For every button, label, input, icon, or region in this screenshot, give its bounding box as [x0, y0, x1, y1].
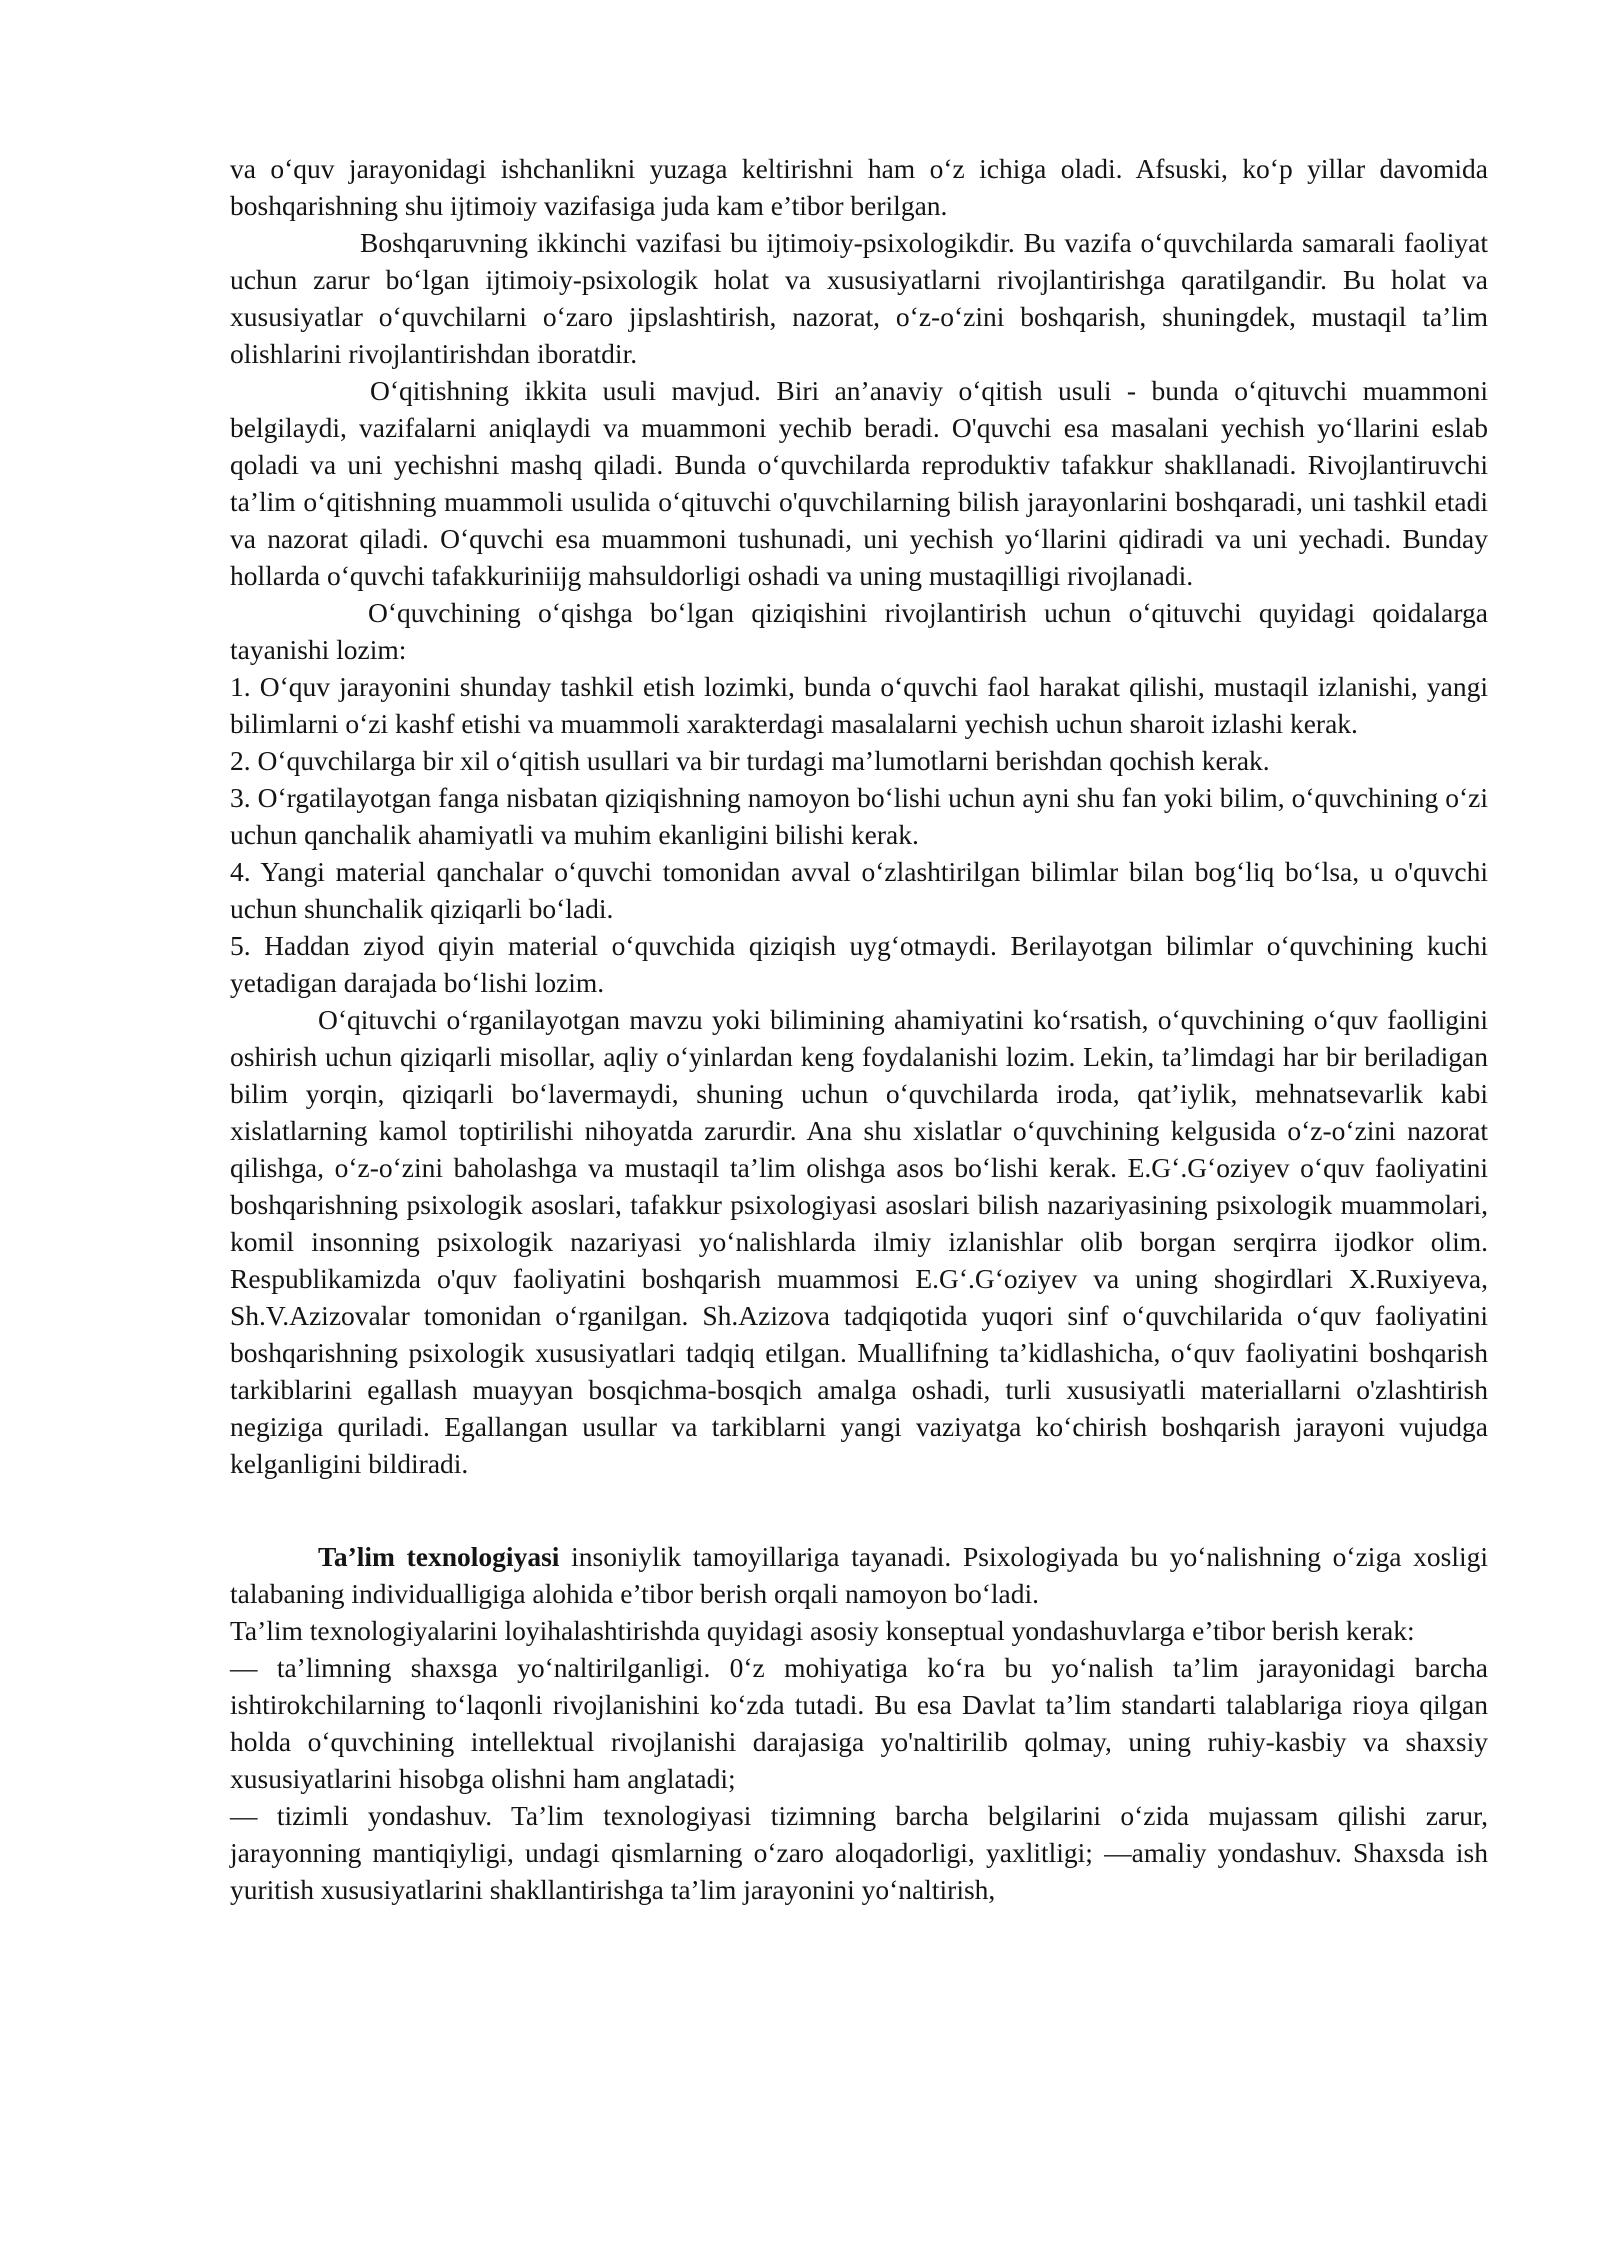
- paragraph-1: va oʻquv jarayonidagi ishchanlikni yuzaga keltirishni ham oʻz ichiga oladi. Afsuski, koʻp yillar davomida boshqarishning shu ijtimoiy vazifasiga juda kam e’tibor berilgan.: [230, 153, 1488, 221]
- document-page: [230, 150, 1488, 1908]
- paragraph-7: Ta’lim texnologiyalarini loyihalashtirishda quyidagi asosiy konseptual yondashuvlarga e’tibor berish kerak:: [230, 1615, 1415, 1646]
- paragraph-2: Boshqaruvning ikkinchi vazifasi bu ijtimoiy-psixologikdir. Bu vazifa oʻquvchilarda samarali faoliyat uchun zarur boʻlgan ijtimoiy-psixologik holat va xususiyatlarni rivojlantirishga qaratilgandir. Bu holat va xususiyatlar oʻquvchilarni oʻzaro jipslashtirish, nazorat, oʻz-oʻzini boshqarish, shuningdek, mustaqil ta’lim olishlarini rivojlantirishdan iboratdir.: [230, 227, 1488, 369]
- list-item-2: 2. Oʻquvchilarga bir xil oʻqitish usullari va bir turdagi ma’lumotlarni berishdan qochish kerak.: [230, 745, 1270, 776]
- paragraph-spacer: [230, 1482, 1488, 1538]
- list-item-5: 5. Haddan ziyod qiyin material oʻquvchida qiziqish uygʻotmaydi. Berilayotgan bilimlar oʻquvchining kuchi yetadigan darajada boʻlishi lozim.: [230, 930, 1488, 998]
- paragraph-6: [230, 1538, 1488, 1612]
- list-item-4: 4. Yangi material qanchalar oʻquvchi tomonidan avval oʻzlashtirilgan bilimlar bilan bogʻliq boʻlsa, u o'quvchi uchun shunchalik qiziqarli boʻladi.: [230, 856, 1488, 924]
- paragraph-8: — ta’limning shaxsga yoʻnaltirilganligi. 0ʻz mohiyatiga koʻra bu yoʻnalish ta’lim jarayonidagi barcha ishtirokchilarning toʻlaqonli rivojlanishini koʻzda tutadi. Bu esa Davlat ta’lim standarti talablariga rioya qilgan holda oʻquvchining intellektual rivojlanishi darajasiga yo'naltirilib qolmay, uning ruhiy-kasbiy va shaxsiy xususiyatlarini hisobga olishni ham anglatadi;: [230, 1652, 1488, 1794]
- paragraph-4: Oʻquvchining oʻqishga boʻlgan qiziqishini rivojlantirish uchun oʻqituvchi quyidagi qoidalarga tayanishi lozim:: [230, 597, 1488, 665]
- paragraph-9: — tizimli yondashuv. Ta’lim texnologiyasi tizimning barcha belgilarini oʻzida mujassam qilishi zarur, jarayonning mantiqiyligi, undagi qismlarning oʻzaro aloqadorligi, yaxlitligi; —amaliy yondashuv. Shaxsda ish yuritish xususiyatlarini shakllantirishga ta’lim jarayonini yoʻnaltirish,: [230, 1800, 1488, 1905]
- paragraph-3: Oʻqitishning ikkita usuli mavjud. Biri an’anaviy oʻqitish usuli - bunda oʻqituvchi muammoni belgilaydi, vazifalarni aniqlaydi va muammoni yechib beradi. O'quvchi esa masalani yechish yoʻllarini eslab qoladi va uni yechishni mashq qiladi. Bunda oʻquvchilarda reproduktiv tafakkur shakllanadi. Rivojlantiruvchi ta’lim oʻqitishning muammoli usulida oʻqituvchi o'quvchilarning bilish jarayonlarini boshqaradi, uni tashkil etadi va nazorat qiladi. Oʻquvchi esa muammoni tushunadi, uni yechish yoʻllarini qidiradi va uni yechadi. Bunday hollarda oʻquvchi tafakkuriniijg mahsuldorligi oshadi va uning mustaqilligi rivojlanadi.: [230, 375, 1488, 591]
- list-item-3: 3. Oʻrgatilayotgan fanga nisbatan qiziqishning namoyon boʻlishi uchun ayni shu fan yoki bilim, oʻquvchining oʻzi uchun qanchalik ahamiyatli va muhim ekanligini bilishi kerak.: [230, 782, 1488, 850]
- bold-term: Ta’lim texnologiyasi: [318, 1541, 560, 1572]
- list-item-1: 1. Oʻquv jarayonini shunday tashkil etish lozimki, bunda oʻquvchi faol harakat qilishi, mustaqil izlanishi, yangi bilimlarni oʻzi kashf etishi va muammoli xarakterdagi masalalarni yechish uchun sharoit izlashi kerak.: [230, 671, 1488, 739]
- paragraph-6-text: insoniylik tamoyillariga tayanadi. Psixologiyada bu yoʻnalishning oʻziga xosligi talabaning individualligiga alohida e’tibor berish orqali namoyon boʻladi.: [230, 1541, 1488, 1609]
- paragraph-5: Oʻqituvchi oʻrganilayotgan mavzu yoki bilimining ahamiyatini koʻrsatish, oʻquvchining oʻquv faolligini oshirish uchun qiziqarli misollar, aqliy oʻyinlardan keng foydalanishi lozim. Lekin, ta’limdagi har bir beriladigan bilim yorqin, qiziqarli boʻlavermaydi, shuning uchun oʻquvchilarda iroda, qat’iylik, mehnatsevarlik kabi xislatlarning kamol toptirilishi nihoyatda zarurdir. Ana shu xislatlar oʻquvchining kelgusida oʻz-oʻzini nazorat qilishga, oʻz-oʻzini baholashga va mustaqil ta’lim olishga asos boʻlishi kerak. E.Gʻ.Gʻoziyev oʻquv faoliyatini boshqarishning psixologik asoslari, tafakkur psixologiyasi asoslari bilish nazariyasining psixologik muammolari, komil insonning psixologik nazariyasi yoʻnalishlarda ilmiy izlanishlar olib borgan serqirra ijodkor olim. Respublikamizda o'quv faoliyatini boshqarish muammosi E.Gʻ.Gʻoziyev va uning shogirdlari X.Ruxiyeva, Sh.V.Azizovalar tomonidan oʻrganilgan. Sh.Azizova tadqiqotida yuqori sinf oʻquvchilarida oʻquv faoliyatini boshqarishning psixologik xususiyatlari tadqiq etilgan. Muallifning ta’kidlashicha, oʻquv faoliyatini boshqarish tarkiblarini egallash muayyan bosqichma-bosqich amalga oshadi, turli xususiyatli materiallarni o'zlashtirish negiziga quriladi. Egallangan usullar va tarkiblarni yangi vaziyatga koʻchirish boshqarish jarayoni vujudga kelganligini bildiradi.: [230, 1004, 1488, 1479]
